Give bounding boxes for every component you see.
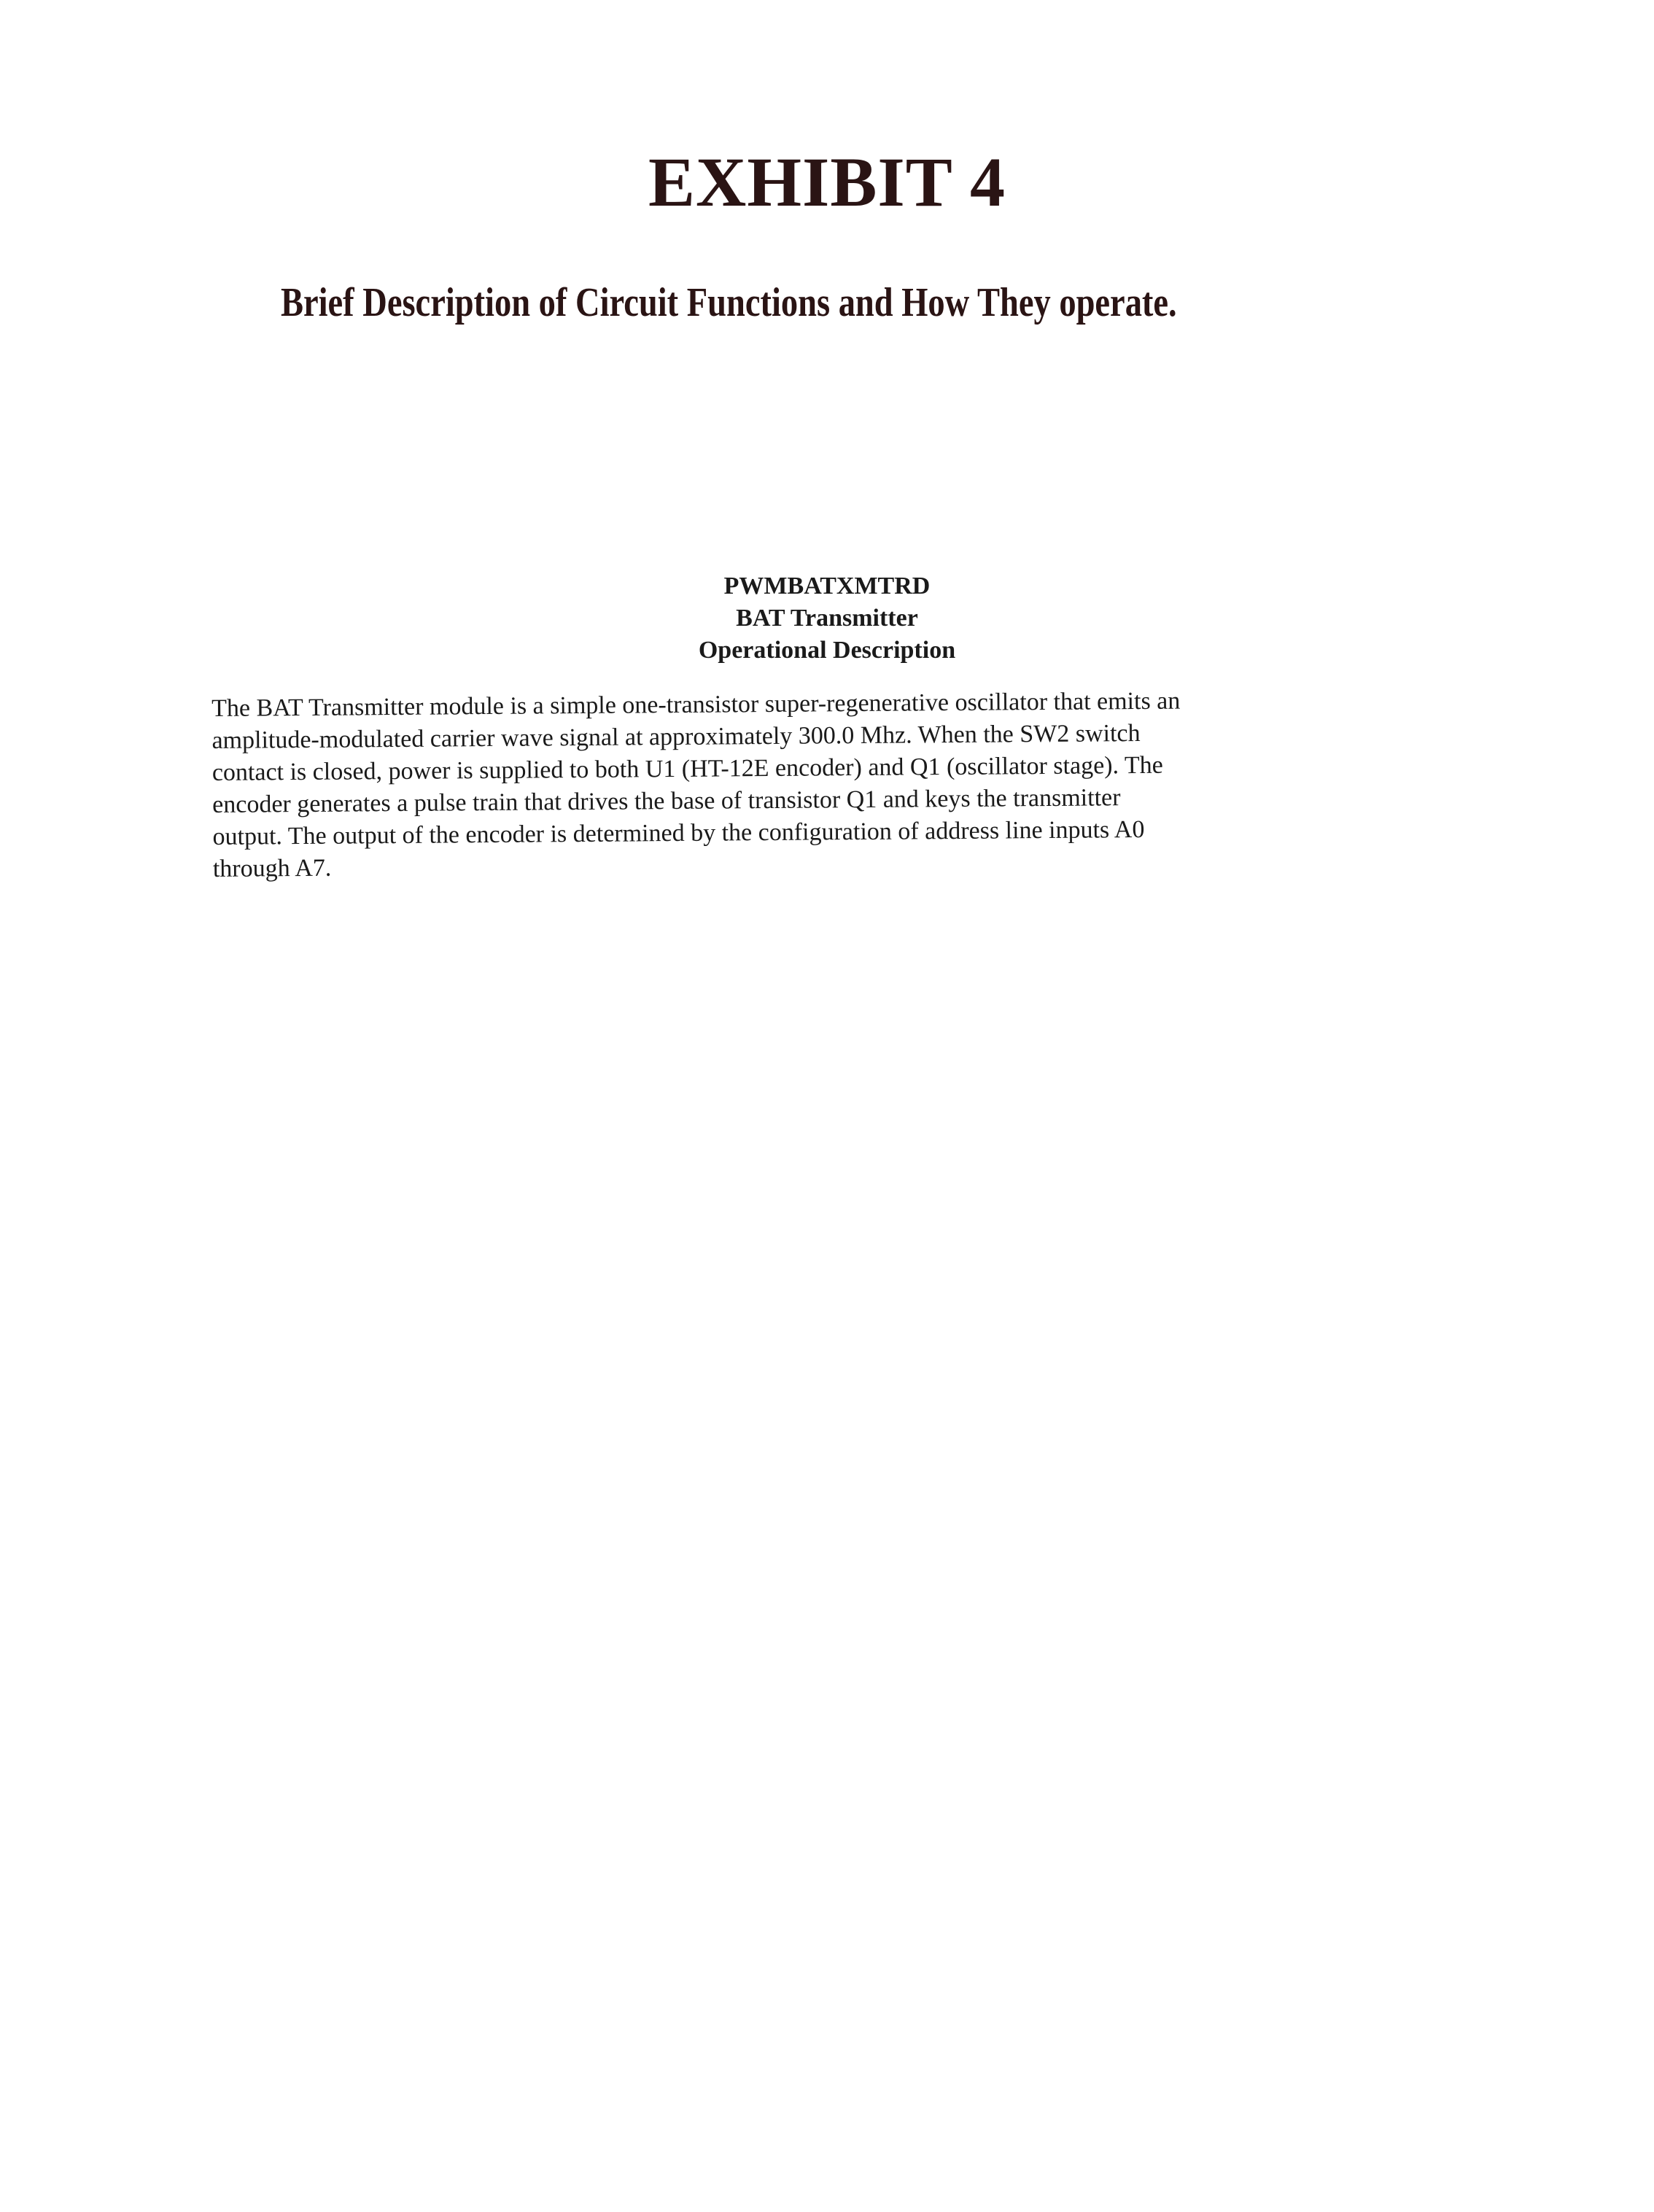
paragraph-line: through A7. bbox=[212, 854, 332, 882]
paragraph-line: output. The output of the encoder is determined by the configuration of address line inputs A0 bbox=[212, 815, 1145, 850]
section-header bbox=[0, 570, 1654, 667]
exhibit-subtitle: Brief Description of Circuit Functions and How They operate. bbox=[281, 280, 1177, 325]
model-number: PWMBATXMTRD bbox=[723, 573, 931, 599]
paragraph-line: encoder generates a pulse train that drives the base of transistor Q1 and keys the transmitter bbox=[212, 784, 1121, 818]
product-name: BAT Transmitter bbox=[736, 605, 918, 632]
paragraph-line: The BAT Transmitter module is a simple one-transistor super-regenerative oscillator that emits an bbox=[211, 687, 1181, 722]
paragraph-line: contact is closed, power is supplied to both U1 (HT-12E encoder) and Q1 (oscillator stage). The bbox=[211, 751, 1163, 786]
exhibit-title: EXHIBIT 4 bbox=[648, 143, 1006, 221]
paragraph-line: amplitude-modulated carrier wave signal at approximately 300.0 Mhz. When the SW2 switch bbox=[211, 720, 1141, 754]
description-paragraph bbox=[211, 683, 1453, 885]
section-heading: Operational Description bbox=[698, 637, 956, 664]
